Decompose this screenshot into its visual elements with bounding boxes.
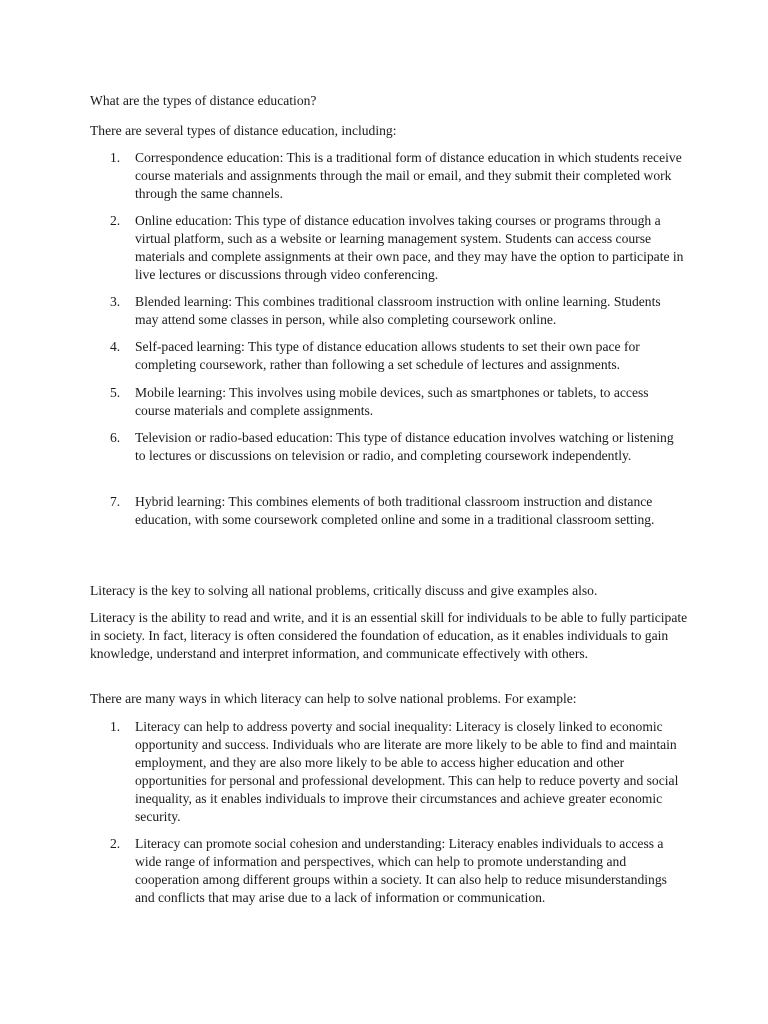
- list-item-text: Self-paced learning: This type of distance education allows students to set their own pace for completing coursework, rather than following a set schedule of lectures and assignments.: [135, 339, 640, 372]
- list-item-text: Blended learning: This combines traditional classroom instruction with online learning. Students may attend some classes in person, while also completing coursework online.: [135, 294, 661, 327]
- paragraph-literacy-intro: There are many ways in which literacy can help to solve national problems. For example:: [90, 691, 577, 706]
- list-item-number: 5.: [110, 385, 121, 400]
- list-item-text: Television or radio-based education: This type of distance education involves watching or listening to lectures or discussions on television or radio, and completing coursework independently.: [135, 430, 674, 463]
- list-item-number: 3.: [110, 294, 121, 309]
- list-item-number: 7.: [110, 494, 121, 509]
- list-item-number: 2.: [110, 213, 121, 228]
- list-item-number: 2.: [110, 836, 121, 851]
- question-distance-education: What are the types of distance education?: [90, 93, 317, 108]
- list-item-text: Literacy can help to address poverty and social inequality: Literacy is closely linked to economic opportunity and success. Individuals who are literate are more likely to be able to find and maintain employment, and they are also more likely to be able to access higher education and other opportunities for personal and professional development. This can help to reduce poverty and social inequality, as it enables individuals to improve their circumstances and achieve greater economic security.: [135, 719, 679, 824]
- question-literacy: Literacy is the key to solving all national problems, critically discuss and give examples also.: [90, 583, 598, 598]
- list-item-number: 4.: [110, 339, 121, 354]
- list-item-text: Literacy can promote social cohesion and understanding: Literacy enables individuals to access a wide range of information and perspectives, which can help to promote understanding and cooperation among different groups within a society. It can also help to reduce misunderstandings and conflicts that may arise due to a lack of information or communication.: [135, 836, 667, 905]
- list-item-text: Mobile learning: This involves using mobile devices, such as smartphones or tablets, to access course materials and complete assignments.: [135, 385, 649, 418]
- list-item-number: 1.: [110, 719, 121, 734]
- list-item-text: Correspondence education: This is a traditional form of distance education in which students receive course materials and assignments through the mail or email, and they submit their completed work through the same channels.: [135, 150, 682, 201]
- intro-distance-education: There are several types of distance education, including:: [90, 123, 397, 138]
- list-item-number: 1.: [110, 150, 121, 165]
- paragraph-literacy-definition: Literacy is the ability to read and write, and it is an essential skill for individuals to be able to fully participate in society. In fact, literacy is often considered the foundation of education, as it enables individuals to gain knowledge, understand and interpret information, and communicate effectively with others.: [90, 610, 688, 661]
- list-item-number: 6.: [110, 430, 121, 445]
- list-item-text: Hybrid learning: This combines elements of both traditional classroom instruction and distance education, with some coursework completed online and some in a traditional classroom setting.: [135, 494, 655, 527]
- list-item-text: Online education: This type of distance education involves taking courses or programs through a virtual platform, such as a website or learning management system. Students can access course materials and complete assignments at their own pace, and they may have the option to participate in live lectures or discussions through video conferencing.: [135, 213, 684, 282]
